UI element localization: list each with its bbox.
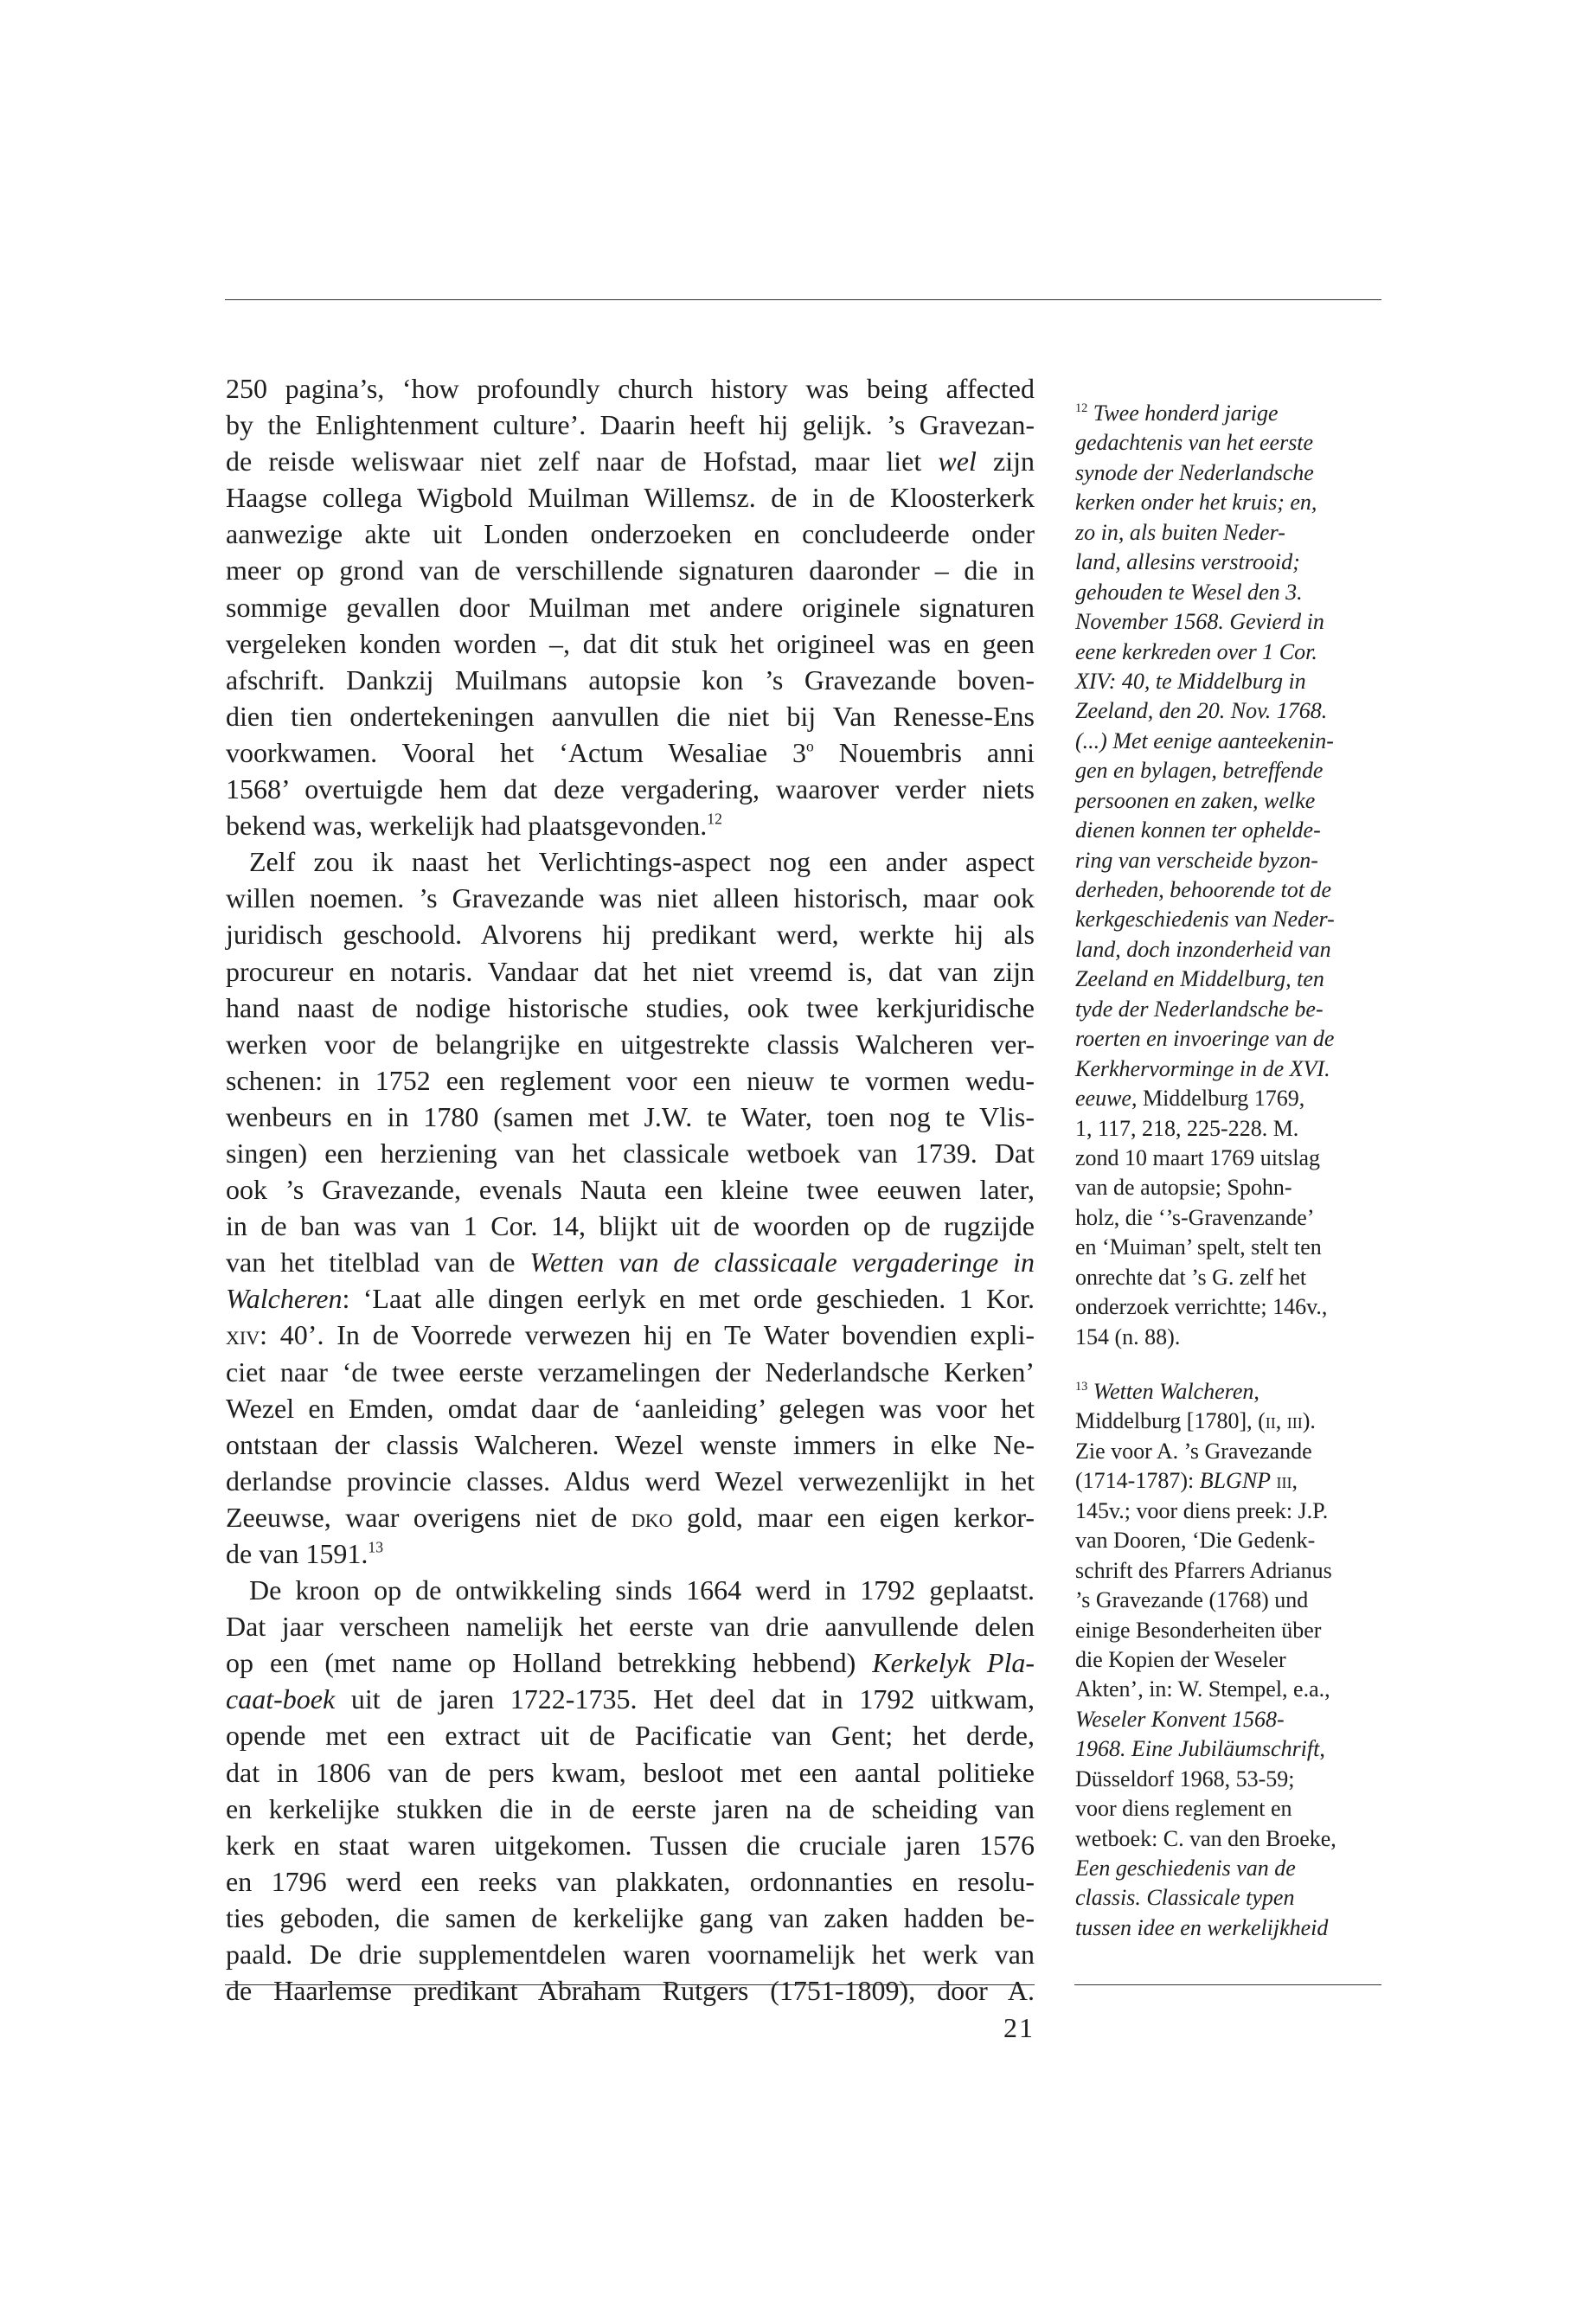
italic-text: kerken onder het kruis; en,: [1075, 490, 1317, 516]
text-span: De kroon op de ontwikkeling sinds 1664 werd in 1792 geplaatst.: [249, 1574, 1035, 1606]
italic-text: November 1568. Gevierd in: [1075, 609, 1324, 635]
text-span: voor diens reglement en: [1075, 1796, 1292, 1822]
footnote-footer-rule: [1074, 1984, 1381, 1985]
text-line: [226, 880, 1035, 916]
text-span: ’s Gravezande (1768) und: [1075, 1587, 1309, 1613]
italic-text: BLGNP: [1199, 1468, 1272, 1494]
text-span: singen) een herziening van het classicale wetboek van 1739. Dat: [226, 1137, 1035, 1169]
italic-text: eene kerkreden over 1 Cor.: [1075, 638, 1317, 664]
text-span: afschrift. Dankzij Muilmans autopsie kon ’s Gravezande boven-: [226, 663, 1035, 695]
italic-text: derheden, behoorende tot de: [1075, 877, 1332, 902]
text-span: wenbeurs en in 1780 (samen met J.W. te Water, toen nog te Vlis-: [226, 1100, 1035, 1132]
text-span: dko: [631, 1501, 673, 1533]
italic-text: caat-boek: [226, 1683, 336, 1715]
text-line: [226, 1244, 1035, 1280]
main-text-column: [226, 370, 1035, 2009]
text-span: paald. De drie supplementdelen waren voornamelijk het werk van: [226, 1939, 1035, 1971]
footnote-line: [1075, 965, 1387, 994]
italic-text: Een geschiedenis van de: [1075, 1856, 1296, 1881]
text-span: 250 pagina’s, ‘how profoundly church history was being affected: [226, 373, 1035, 404]
footnote-line: [1075, 1407, 1387, 1436]
footnote-line: [1075, 1377, 1387, 1407]
italic-text: tussen idee en werkelijkheid: [1075, 1914, 1329, 1940]
footnote-12: [1075, 399, 1387, 1352]
italic-text: Wetten Walcheren: [1087, 1379, 1254, 1404]
text-span: einige Besonderheiten über: [1075, 1617, 1322, 1643]
footnote-line: [1075, 548, 1387, 577]
text-span: voorkwamen. Vooral het ‘Actum Wesaliae 3: [226, 736, 806, 768]
italic-text: land, allesins verstrooid;: [1075, 549, 1300, 575]
text-line: [226, 1280, 1035, 1317]
italic-text: classis. Classicale typen: [1075, 1885, 1295, 1911]
text-span: procureur en notaris. Vandaar dat het niet vreemd is, dat van zijn: [226, 955, 1035, 987]
italic-text: kerkgeschiedenis van Neder-: [1075, 907, 1335, 933]
text-line: [226, 698, 1035, 734]
text-line: [226, 407, 1035, 443]
footnote-line: [1075, 607, 1387, 637]
italic-text: zo in, als buiten Neder-: [1075, 519, 1285, 545]
text-span: xiv: [226, 1319, 260, 1351]
text-span: holz, die ‘’s-Gravenzande’: [1075, 1204, 1315, 1230]
text-span: , Middelburg 1769,: [1131, 1086, 1305, 1112]
footnote-line: [1075, 1203, 1387, 1233]
footnote-line: [1075, 1765, 1387, 1794]
text-line: [226, 625, 1035, 662]
text-span: de van 1591.: [226, 1538, 369, 1569]
footnote-line: [1075, 1497, 1387, 1526]
text-span: aanwezige akte uit Londen onderzoeken en concludeerde onder: [226, 518, 1035, 550]
page-number: 21: [1003, 2012, 1035, 2043]
italic-text: synode der Nederlandsche: [1075, 459, 1314, 485]
footnote-line: [1075, 727, 1387, 756]
text-span: werken voor de belangrijke en uitgestrekte classis Walcheren ver-: [226, 1028, 1035, 1060]
italic-text: dienen konnen ter ophelde-: [1075, 817, 1321, 843]
main-footer-rule: [225, 1984, 1035, 1985]
italic-text: gehouden te Wesel den 3.: [1075, 579, 1303, 605]
text-span: ii, iii: [1265, 1408, 1303, 1434]
text-span: ).: [1302, 1408, 1316, 1434]
text-span: schrift des Pfarrers Adrianus: [1075, 1557, 1332, 1583]
text-span: wetboek: C. van den Broeke,: [1075, 1825, 1336, 1851]
italic-text: gedachtenis van het eerste: [1075, 430, 1314, 456]
text-line: [226, 1754, 1035, 1791]
text-span: onderzoek verrichtte; 146v.,: [1075, 1294, 1328, 1320]
text-line: [226, 1208, 1035, 1244]
footnote-line: [1075, 846, 1387, 875]
footnote-line: [1075, 1586, 1387, 1615]
footnote-line: [1075, 1437, 1387, 1466]
text-line: [226, 1354, 1035, 1390]
footnote-reference: o: [805, 737, 814, 755]
text-span: 154 (n. 88).: [1075, 1324, 1181, 1349]
text-line: [226, 1535, 1035, 1572]
footnote-line: [1075, 786, 1387, 816]
text-span: ,: [1292, 1468, 1298, 1494]
text-span: iii: [1276, 1468, 1292, 1494]
text-span: ontstaan der classis Walcheren. Wezel wenste immers in elke Ne-: [226, 1428, 1035, 1460]
footnote-line: [1075, 1913, 1387, 1943]
footnote-line: [1075, 1883, 1387, 1913]
text-span: Nouembris anni: [813, 736, 1035, 768]
footnote-line: [1075, 399, 1387, 428]
footnote-line: [1075, 905, 1387, 934]
footnote-line: [1075, 1675, 1387, 1704]
footnote-line: [1075, 638, 1387, 667]
text-line: [226, 990, 1035, 1026]
italic-text: wel: [938, 445, 977, 478]
text-line: [226, 552, 1035, 588]
footnote-line: [1075, 1645, 1387, 1675]
footnote-line: [1075, 428, 1387, 458]
footnote-line: [1075, 458, 1387, 488]
footnote-line: [1075, 578, 1387, 607]
text-span: Middelburg [1780], (: [1075, 1408, 1266, 1434]
italic-text: tyde der Nederlandsche be-: [1075, 996, 1324, 1022]
text-line: [226, 1099, 1035, 1135]
footnote-line: [1075, 1794, 1387, 1823]
footnote-line: [1075, 1323, 1387, 1352]
text-span: Zelf zou ik naast het Verlichtings-aspect nog een ander aspect: [249, 846, 1035, 878]
text-line: [226, 443, 1035, 479]
text-line: [226, 1717, 1035, 1753]
text-line: [226, 1026, 1035, 1062]
text-span: by the Enlightenment culture’. Daarin heeft hij gelijk. ’s Gravezan-: [226, 409, 1035, 441]
footnote-reference: 12: [707, 810, 722, 828]
footnote-line: [1075, 1233, 1387, 1262]
text-span: Zie voor A. ’s Gravezande: [1075, 1438, 1312, 1464]
footnote-line: [1075, 875, 1387, 905]
text-span: Wezel en Emden, omdat daar de ‘aanleiding’ gelegen was voor het: [226, 1392, 1035, 1424]
footnote-line: [1075, 935, 1387, 965]
text-span: willen noemen. ’s Gravezande was niet alleen historisch, maar ook: [226, 882, 1035, 914]
footnote-line: [1075, 1144, 1387, 1173]
footnote-line: [1075, 1734, 1387, 1764]
text-span: van Dooren, ‘Die Gedenk-: [1075, 1528, 1316, 1554]
italic-text: Zeeland, den 20. Nov. 1768.: [1075, 698, 1328, 724]
text-span: de reisde weliswaar niet zelf naar de Hofstad, maar liet: [226, 445, 939, 478]
footnote-reference: 13: [368, 1538, 383, 1556]
text-span: Zeeuwse, waar overigens niet de: [226, 1501, 631, 1533]
footnote-line: [1075, 696, 1387, 726]
text-line: [226, 1827, 1035, 1863]
text-span: Haagse collega Wigbold Muilman Willemsz. de in de Kloosterkerk: [226, 482, 1035, 514]
text-span: die Kopien der Weseler: [1075, 1646, 1286, 1672]
text-line: [226, 1390, 1035, 1426]
italic-text: Kerkhervorminge in de XVI.: [1075, 1055, 1330, 1081]
italic-text: Weseler Konvent 1568-: [1075, 1706, 1285, 1732]
text-span: (1714-1787):: [1075, 1468, 1200, 1494]
text-span: bekend was, werkelijk had plaatsgevonden.: [226, 810, 708, 842]
text-span: zond 10 maart 1769 uitslag: [1075, 1144, 1321, 1170]
italic-text: roerten en invoeringe van de: [1075, 1026, 1335, 1052]
text-span: hand naast de nodige historische studies, ook twee kerkjuridische: [226, 991, 1035, 1023]
text-span: ties geboden, die samen de kerkelijke gang van zaken hadden be-: [226, 1901, 1035, 1933]
text-line: [226, 1608, 1035, 1644]
text-span: 1, 117, 218, 225-228. M.: [1075, 1115, 1299, 1141]
text-span: Dat jaar verscheen namelijk het eerste van drie aanvullende delen: [226, 1611, 1035, 1643]
text-span: en ‘Muiman’ spelt, stelt ten: [1075, 1234, 1322, 1260]
italic-text: Kerkelyk Pla-: [872, 1647, 1035, 1679]
text-span: kerk en staat waren uitgekomen. Tussen die cruciale jaren 1576: [226, 1829, 1035, 1861]
text-span: schenen: in 1752 een reglement voor een nieuw te vormen wedu-: [226, 1064, 1035, 1096]
footnote-line: [1075, 1526, 1387, 1555]
text-span: opende met een extract uit de Pacificatie van Gent; het derde,: [226, 1720, 1035, 1752]
footnote-line: [1075, 1466, 1387, 1496]
text-span: van het titelblad van de: [226, 1247, 530, 1279]
text-span: : ‘Laat alle dingen eerlyk en met orde geschieden. 1 Kor.: [342, 1283, 1035, 1315]
text-line: [226, 771, 1035, 807]
text-span: Düsseldorf 1968, 53-59;: [1075, 1766, 1295, 1791]
footnote-line: [1075, 1054, 1387, 1084]
footnote-line: [1075, 1616, 1387, 1645]
italic-text: eeuwe: [1075, 1086, 1131, 1112]
text-span: : 40’. In de Voorrede verwezen hij en Te Water bovendien expli-: [260, 1319, 1035, 1351]
text-line: [226, 843, 1035, 880]
text-line: [226, 953, 1035, 990]
italic-text: land, doch inzonderheid van: [1075, 936, 1331, 962]
italic-text: (...) Met eenige aanteekenin-: [1075, 727, 1334, 753]
text-span: juridisch geschoold. Alvorens hij predikant werd, werkte hij als: [226, 919, 1035, 951]
footnote-line: [1075, 1824, 1387, 1854]
footnote-line: [1075, 756, 1387, 785]
text-span: Akten’, in: W. Stempel, e.a.,: [1075, 1676, 1330, 1702]
text-line: [226, 1572, 1035, 1608]
footnote-line: [1075, 816, 1387, 845]
text-line: [226, 1426, 1035, 1463]
footnote-13: [1075, 1377, 1387, 1943]
footnote-line: [1075, 1556, 1387, 1586]
italic-text: gen en bylagen, betreffende: [1075, 758, 1324, 784]
italic-text: Wetten van de classicaale vergaderinge in: [529, 1247, 1035, 1279]
text-line: [226, 370, 1035, 407]
footnote-line: [1075, 1854, 1387, 1883]
footnote-line: [1075, 1173, 1387, 1202]
text-line: [226, 916, 1035, 952]
text-span: sommige gevallen door Muilman met andere originele signaturen: [226, 591, 1035, 623]
text-line: [226, 807, 1035, 843]
text-line: [226, 1062, 1035, 1099]
footnote-line: [1075, 518, 1387, 548]
text-line: [226, 734, 1035, 771]
text-line: [226, 1900, 1035, 1936]
text-span: onrechte dat ’s G. zelf het: [1075, 1264, 1307, 1290]
footnote-line: [1075, 1084, 1387, 1113]
footnote-line: [1075, 995, 1387, 1024]
text-span: zijn: [976, 445, 1035, 478]
text-span: dien tien ondertekeningen aanvullen die niet bij Van Renesse-Ens: [226, 700, 1035, 732]
text-span: vergeleken konden worden –, dat dit stuk het origineel was en geen: [226, 627, 1035, 659]
text-line: [226, 662, 1035, 698]
text-line: [226, 1791, 1035, 1827]
text-span: meer op grond van de verschillende signaturen daaronder – die in: [226, 554, 1035, 586]
text-line: [226, 1135, 1035, 1171]
text-line: [226, 1644, 1035, 1681]
italic-text: Zeeland en Middelburg, ten: [1075, 966, 1324, 992]
text-line: [226, 479, 1035, 516]
text-line: [226, 1936, 1035, 1972]
text-span: en 1796 werd een reeks van plakkaten, ordonnanties en resolu-: [226, 1865, 1035, 1897]
italic-text: Walcheren: [226, 1283, 343, 1315]
italic-text: XIV: 40, te Middelburg in: [1075, 668, 1306, 694]
header-rule: [225, 299, 1381, 300]
text-span: ciet naar ‘de twee eerste verzamelingen der Nederlandsche Kerken’: [226, 1356, 1035, 1388]
text-line: [226, 1972, 1035, 2009]
text-span: 1568’ overtuigde hem dat deze vergadering, waarover verder niets: [226, 773, 1035, 805]
footnote-reference: 12: [1075, 401, 1088, 415]
footnote-reference: 13: [1075, 1380, 1088, 1394]
text-span: ,: [1319, 1736, 1325, 1762]
text-span: uit de jaren 1722-1735. Het deel dat in 1792 uitkwam,: [335, 1683, 1035, 1715]
text-line: [226, 1317, 1035, 1353]
text-span: van de autopsie; Spohn-: [1075, 1175, 1292, 1201]
text-line: [226, 589, 1035, 625]
text-span: ,: [1253, 1379, 1259, 1404]
text-span: gold, maar een eigen kerkor-: [672, 1501, 1035, 1533]
text-line: [226, 1681, 1035, 1717]
text-line: [226, 1171, 1035, 1208]
text-span: derlandse provincie classes. Aldus werd Wezel verwezenlijkt in het: [226, 1465, 1035, 1497]
footnote-line: [1075, 1705, 1387, 1734]
text-span: op een (met name op Holland betrekking hebbend): [226, 1647, 873, 1679]
text-line: [226, 516, 1035, 552]
footnote-line: [1075, 667, 1387, 696]
footnote-line: [1075, 1263, 1387, 1292]
text-span: en kerkelijke stukken die in de eerste jaren na de scheiding van: [226, 1792, 1035, 1824]
italic-text: persoonen en zaken, welke: [1075, 787, 1316, 813]
text-line: [226, 1499, 1035, 1535]
text-span: de Haarlemse predikant Abraham Rutgers (1751-1809), door A.: [226, 1975, 1035, 2007]
footnote-line: [1075, 1292, 1387, 1322]
text-span: 145v.; voor diens preek: J.P.: [1075, 1497, 1329, 1523]
text-span: dat in 1806 van de pers kwam, besloot met een aantal politieke: [226, 1756, 1035, 1788]
footnote-line: [1075, 488, 1387, 517]
italic-text: Twee honderd jarige: [1087, 401, 1279, 426]
italic-text: 1968. Eine Jubiläumschrift: [1075, 1736, 1320, 1762]
italic-text: ring van verscheide byzon-: [1075, 847, 1318, 873]
text-span: in de ban was van 1 Cor. 14, blijkt uit de woorden op de rugzijde: [226, 1210, 1035, 1242]
text-line: [226, 1463, 1035, 1499]
footnote-line: [1075, 1114, 1387, 1144]
text-line: [226, 1863, 1035, 1900]
footnote-line: [1075, 1024, 1387, 1054]
text-span: ook ’s Gravezande, evenals Nauta een kleine twee eeuwen later,: [226, 1174, 1035, 1206]
